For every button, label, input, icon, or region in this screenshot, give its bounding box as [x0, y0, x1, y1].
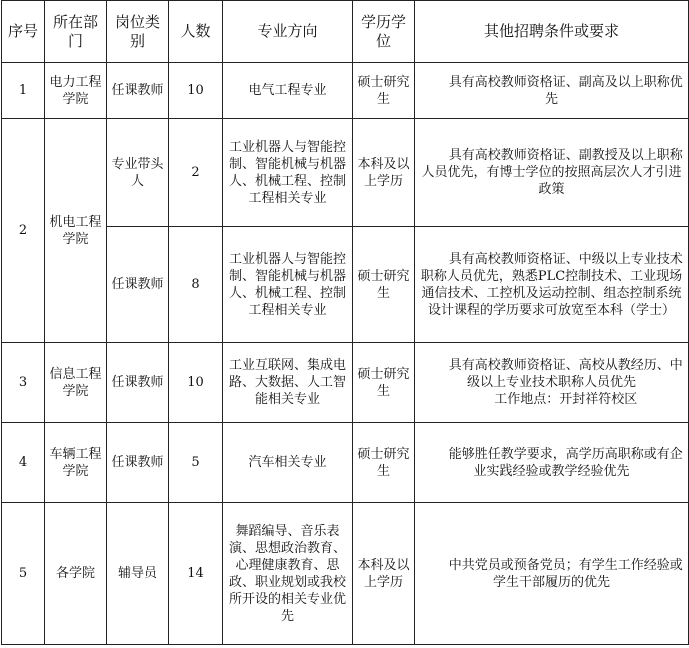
cell-category: 任课教师 [107, 423, 169, 503]
cell-requirements [415, 63, 689, 119]
cell-major: 工业机器人与智能控制、智能机械与机器人、机械工程、控制工程相关专业 [223, 227, 353, 343]
header-degree: 学历学位 [353, 1, 415, 63]
table-row [2, 423, 689, 503]
cell-requirements [415, 119, 689, 227]
requirement-text: 具有高校教师资格证、中级以上专业技术职称人员优先，熟悉PLC控制技术、工业现场通信技术、工控机及运动控制、组态控制系统设计课程的学历要求可放宽至本科（学士） [420, 251, 683, 318]
cell-major: 工业机器人与智能控制、智能机械与机器人、机械工程、控制工程相关专业 [223, 119, 353, 227]
cell-major: 舞蹈编导、音乐表演、思想政治教育、心理健康教育、思政、职业规划或我校所开设的相关专业优先 [223, 503, 353, 645]
requirement-text: 具有高校教师资格证、副教授及以上职称人员优先，有博士学位的按照高层次人才引进政策 [421, 148, 683, 197]
cell-degree: 硕士研究生 [353, 343, 415, 423]
cell-major: 工业互联网、集成电路、大数据、人工智能相关专业 [223, 343, 353, 423]
cell-dept: 机电工程学院 [45, 119, 107, 343]
table-row [2, 63, 689, 119]
cell-dept: 信息工程学院 [45, 343, 107, 423]
cell-count: 5 [169, 423, 223, 503]
cell-major: 汽车相关专业 [223, 423, 353, 503]
cell-category: 辅导员 [107, 503, 169, 645]
cell-category: 任课教师 [107, 63, 169, 119]
cell-seq: 3 [2, 343, 45, 423]
cell-degree: 硕士研究生 [353, 423, 415, 503]
cell-count: 10 [169, 63, 223, 119]
requirement-text: 具有高校教师资格证、高校从教经历、中级以上专业技术职称人员优先 [448, 358, 683, 390]
cell-dept: 车辆工程学院 [45, 423, 107, 503]
header-row [2, 1, 689, 63]
cell-degree: 本科及以上学历 [353, 119, 415, 227]
cell-requirements [415, 503, 689, 645]
cell-major: 电气工程专业 [223, 63, 353, 119]
cell-degree: 硕士研究生 [353, 227, 415, 343]
header-category: 岗位类别 [107, 1, 169, 63]
cell-dept: 各学院 [45, 503, 107, 645]
cell-requirements [415, 343, 689, 423]
cell-count: 14 [169, 503, 223, 645]
cell-requirements [415, 423, 689, 503]
work-location-text: 工作地点：开封祥符校区 [494, 392, 638, 407]
table-row [2, 119, 689, 227]
cell-degree: 硕士研究生 [353, 63, 415, 119]
cell-count: 2 [169, 119, 223, 227]
header-seq: 序号 [2, 1, 45, 63]
cell-seq: 1 [2, 63, 45, 119]
cell-requirements [415, 227, 689, 343]
cell-dept: 电力工程学院 [45, 63, 107, 119]
recruitment-table [1, 0, 689, 645]
table-row [2, 503, 689, 645]
cell-count: 10 [169, 343, 223, 423]
table-row [2, 343, 689, 423]
cell-seq: 4 [2, 423, 45, 503]
header-count: 人数 [169, 1, 223, 63]
cell-degree: 本科及以上学历 [353, 503, 415, 645]
cell-seq: 2 [2, 119, 45, 343]
requirement-text: 具有高校教师资格证、副高及以上职称优先 [448, 74, 683, 107]
cell-category: 专业带头人 [107, 119, 169, 227]
requirement-text: 中共党员或预备党员；有学生工作经验或学生干部履历的优先 [448, 557, 683, 590]
requirement-text: 能够胜任教学要求，高学历高职称或有企业实践经验或教学经验优先 [448, 446, 683, 479]
header-dept: 所在部门 [45, 1, 107, 63]
cell-category: 任课教师 [107, 227, 169, 343]
cell-seq: 5 [2, 503, 45, 645]
cell-category: 任课教师 [107, 343, 169, 423]
header-requirements: 其他招聘条件或要求 [415, 1, 689, 63]
cell-count: 8 [169, 227, 223, 343]
header-major: 专业方向 [223, 1, 353, 63]
